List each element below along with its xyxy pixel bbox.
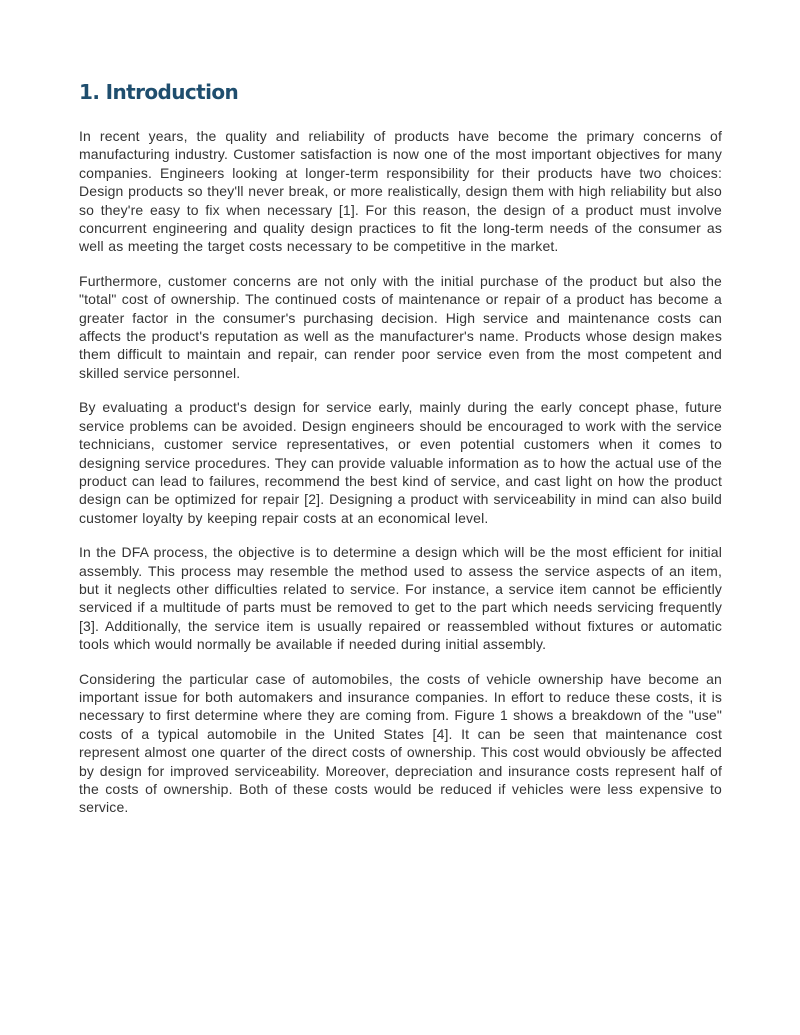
paragraph: By evaluating a product's design for service early, mainly during the early concept phase, future service problems can be avoided. Design engineers should be encouraged to work with the service technicians, customer service representatives, or even potential customers when it comes to designing service procedures. They can provide valuable information as to how the actual use of the product can lead to failures, recommend the best kind of service, and cast light on how the product design can be optimized for repair [2]. Designing a product with serviceability in mind can also build customer loyalty by keeping repair costs at an economical level. xyxy=(79,399,722,526)
document-body xyxy=(79,78,722,833)
paragraph: Furthermore, customer concerns are not only with the initial purchase of the product but also the "total" cost of ownership. The continued costs of maintenance or repair of a product has become a greater factor in the consumer's purchasing decision. High service and maintenance costs can affects the product's reputation as well as the manufacturer's name. Products whose design makes them difficult to maintain and repair, can render poor service even from the most competent and skilled service personnel. xyxy=(79,272,722,381)
paragraph: In the DFA process, the objective is to determine a design which will be the most efficient for initial assembly. This process may resemble the method used to assess the service aspects of an item, but it neglects other difficulties related to service. For instance, a service item cannot be efficiently serviced if a multitude of parts must be removed to get to the part which needs servicing frequently [3]. Additionally, the service item is usually repaired or reassembled without fixtures or automatic tools which would normally be available if needed during initial assembly. xyxy=(79,544,722,653)
paragraph: In recent years, the quality and reliability of products have become the primary concerns of manufacturing industry. Customer satisfaction is now one of the most important objectives for many companies. Engineers looking at longer-term responsibility for their products have two choices: Design products so they'll never break, or more realistically, design them with high reliability but also so they're easy to fix when necessary [1]. For this reason, the design of a product must involve concurrent engineering and quality design practices to fit the long-term needs of the consumer as well as meeting the target costs necessary to be competitive in the market. xyxy=(79,128,722,255)
section-heading: 1. Introduction xyxy=(79,80,239,104)
paragraph: Considering the particular case of automobiles, the costs of vehicle ownership have become an important issue for both automakers and insurance companies. In effort to reduce these costs, it is necessary to first determine where they are coming from. Figure 1 shows a breakdown of the "use" costs of a typical automobile in the United States [4]. It can be seen that maintenance cost represent almost one quarter of the direct costs of ownership. This cost would obviously be affected by design for improved serviceability. Moreover, depreciation and insurance costs represent half of the costs of ownership. Both of these costs would be reduced if vehicles were less expensive to service. xyxy=(79,670,722,816)
